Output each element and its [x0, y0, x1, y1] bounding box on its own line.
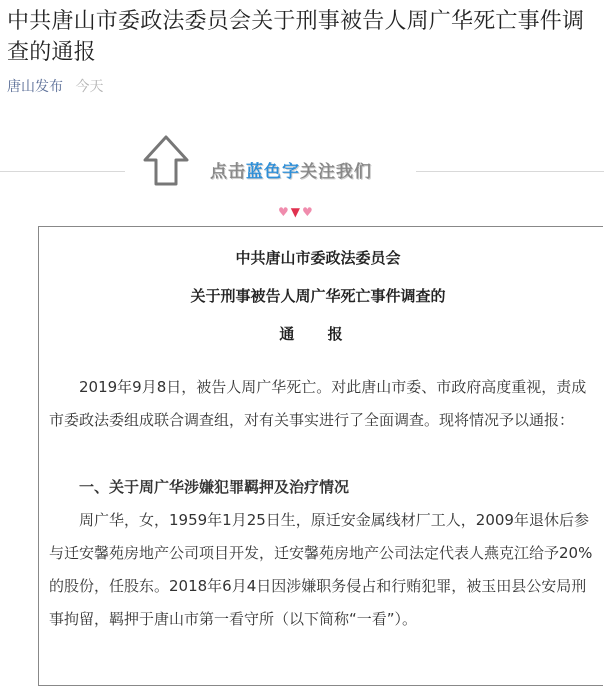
notice-heading-type: 通 报 — [279, 325, 357, 343]
follow-prompt[interactable] — [210, 157, 372, 182]
follow-divider-right — [416, 171, 604, 172]
heart-icon: ♥ — [278, 205, 291, 219]
article-meta — [7, 77, 103, 97]
follow-blue-text: 蓝色字 — [246, 162, 300, 182]
notice-heading-org: 中共唐山市委政法委员会 — [235, 249, 401, 267]
notice-box — [38, 226, 603, 686]
account-name-link[interactable]: 唐山发布 — [7, 79, 63, 95]
notice-paragraph-detail: 周广华，女，1959年1月25日生，原迁安金属线材厂工人，2009年退休后参与迁安馨苑房地产公司项目开发，迁安馨苑房地产公司法定代表人燕克江给予20%的股份，任股东。2018年6月4日因涉嫌职务侵占和行贿犯罪，被玉田县公安局刑事拘留，羁押于唐山市第一看守所（以下简称“一看”）。 — [49, 511, 593, 628]
heart-divider — [278, 205, 315, 219]
heart-icon: ♥ — [302, 205, 315, 219]
notice-paragraph-intro: 2019年9月8日，被告人周广华死亡。对此唐山市委、市政府高度重视，责成市委政法委组成联合调查组，对有关事实进行了全面调查。现将情况予以通报： — [49, 378, 587, 429]
publish-date: 今天 — [75, 79, 104, 95]
triangle-down-icon: ▼ — [290, 205, 302, 219]
follow-prefix: 点击 — [210, 162, 246, 182]
notice-heading-subject: 关于刑事被告人周广华死亡事件调查的 — [190, 287, 446, 305]
follow-divider-left — [0, 171, 125, 172]
section-heading: 一、关于周广华涉嫌犯罪羁押及治疗情况 — [79, 478, 350, 496]
article-title: 中共唐山市委政法委员会关于刑事被告人周广华死亡事件调查的通报 — [7, 9, 585, 65]
up-arrow-icon — [139, 134, 193, 188]
follow-suffix: 关注我们 — [300, 162, 372, 182]
